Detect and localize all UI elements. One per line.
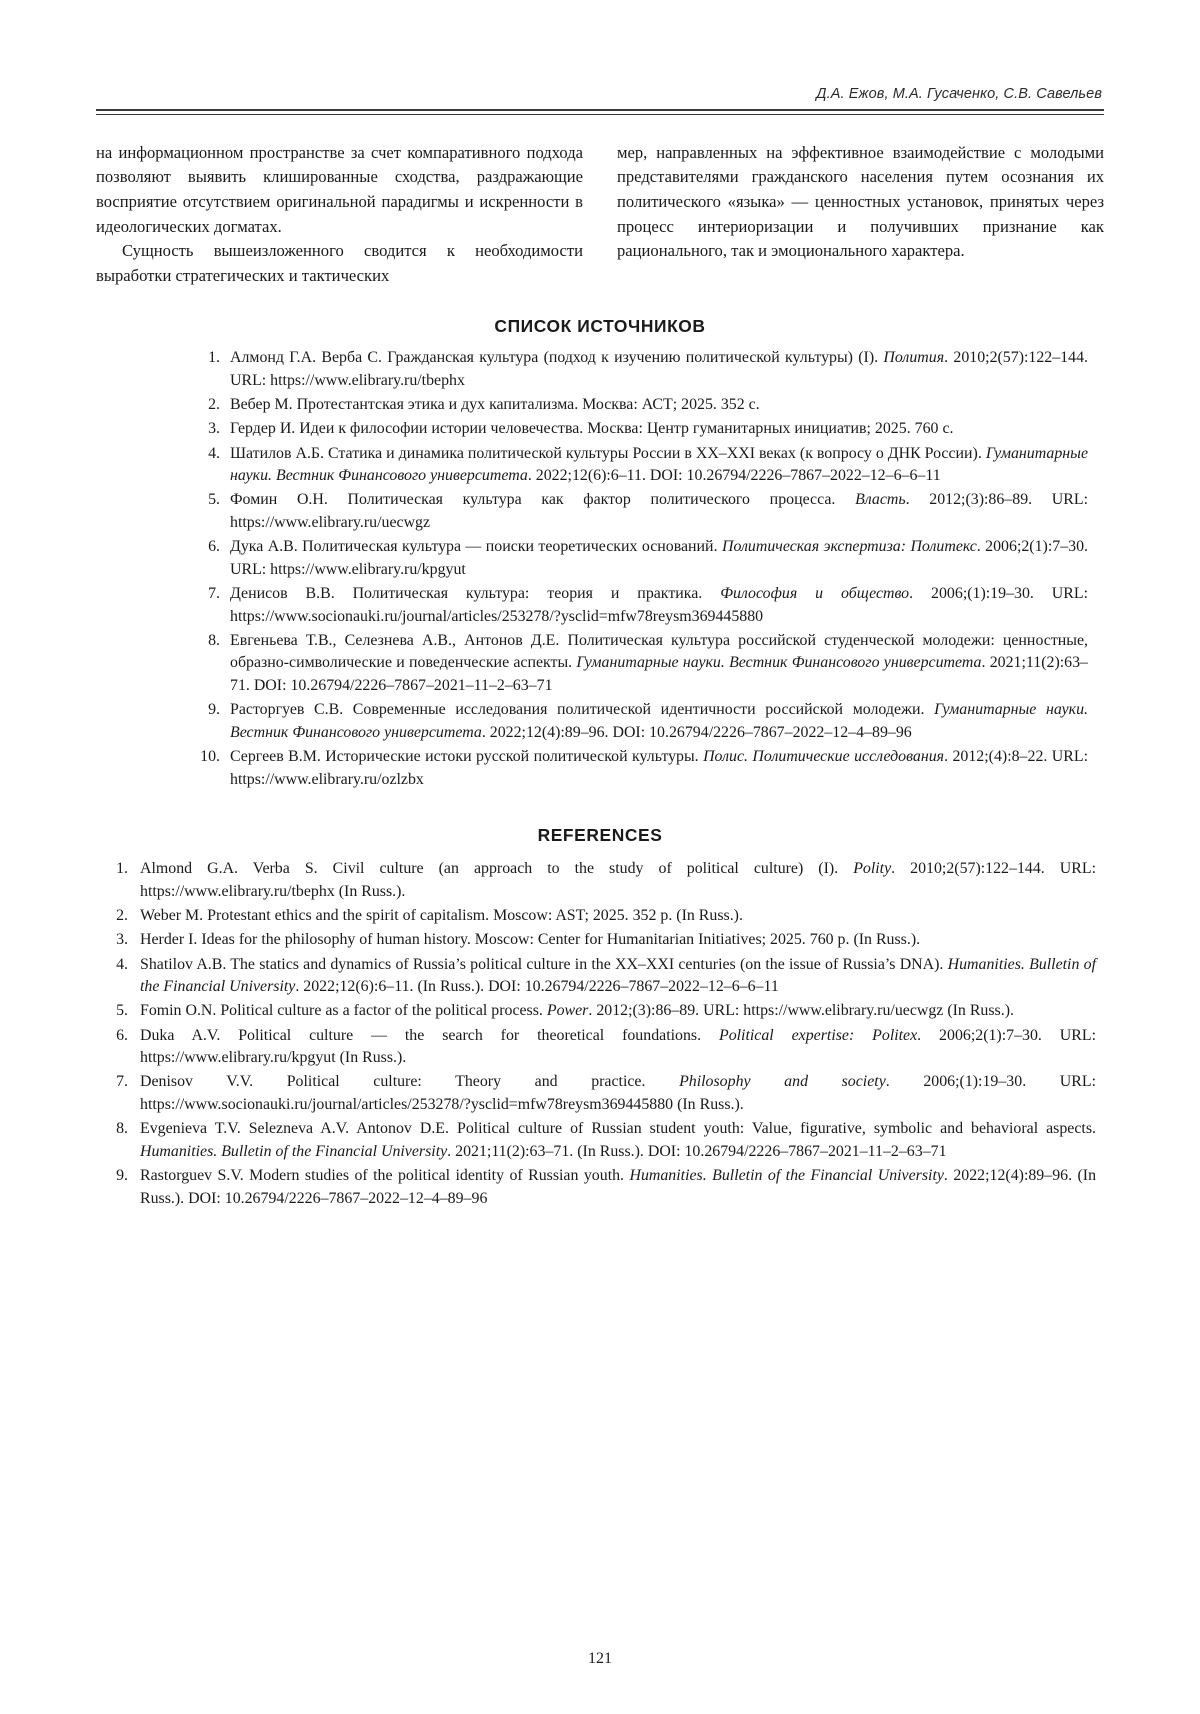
page-number: 121 xyxy=(588,1650,612,1667)
reference-item-number: 3. xyxy=(116,931,128,949)
source-item-number: 6. xyxy=(208,538,220,556)
reference-item xyxy=(96,905,1104,928)
reference-item xyxy=(96,929,1104,952)
reference-item-text: . 2012;(3):86–89. URL: https://www.elibrary.ru/uecwgz (In Russ.). xyxy=(588,1002,1014,1020)
running-head: Д.А. Ежов, М.А. Гусаченко, С.В. Савельев xyxy=(816,86,1102,102)
reference-item xyxy=(96,954,1104,999)
reference-item-text: Denisov V.V. Political culture: Theory and practice. xyxy=(140,1073,680,1091)
source-item-title-italic: Философия и общество xyxy=(720,585,910,602)
reference-item-title-italic: Humanities. Bulletin of the Financial University xyxy=(140,1142,448,1160)
reference-item-title-italic: Political expertise: Politex xyxy=(718,1026,918,1044)
source-item-text: . 2022;12(4):89–96. DOI: 10.26794/2226–7867–2022–12–4–89–96 xyxy=(481,723,912,741)
source-item-number: 3. xyxy=(208,420,220,438)
source-item xyxy=(96,630,1104,698)
source-item-number: 10. xyxy=(200,748,220,766)
reference-item-title-italic: Power xyxy=(546,1002,589,1020)
source-item-text: Гердер И. Идеи к философии истории человечества. Москва: Центр гуманитарных инициатив; 2025. 760 с. xyxy=(230,420,954,438)
source-item xyxy=(96,489,1104,534)
references-list xyxy=(96,858,1104,1210)
source-item-text: Евгеньева Т.В., Селезнева А.В., Антонов Д.Е. Политическая культура российской студенческой молодежи: ценностные, образно-символические и поведенческие аспекты. xyxy=(230,631,1088,672)
reference-item-text: . 2006;2(1):7–30. URL: https://www.elibrary.ru/kpgyut (In Russ.). xyxy=(140,1026,1096,1067)
source-item xyxy=(96,583,1104,628)
source-item-text: . 2012;(3):86–89. URL: https://www.elibrary.ru/uecwgz xyxy=(230,491,1088,532)
reference-item xyxy=(96,1165,1104,1210)
source-item-number: 2. xyxy=(208,396,220,414)
source-item-text: . 2012;(4):8–22. URL: https://www.elibrary.ru/ozlzbx xyxy=(230,748,1088,788)
source-item-title-italic: Полития xyxy=(883,349,945,367)
references-heading: REFERENCES xyxy=(537,825,663,846)
reference-item-title-italic: Polity xyxy=(853,860,892,878)
source-item-text: . 2022;12(6):6–11. DOI: 10.26794/2226–7867–2022–12–6–6–11 xyxy=(527,467,941,485)
reference-item-text: . 2010;2(57):122–144. URL: https://www.elibrary.ru/tbephx (In Russ.). xyxy=(140,860,1096,901)
source-item xyxy=(96,746,1104,791)
source-item-number: 4. xyxy=(208,444,220,462)
source-item-title-italic: Гуманитарные науки. Вестник Финансового университета xyxy=(230,444,1088,485)
source-item-text: Денисов В.В. Политическая культура: теория и практика. xyxy=(230,585,721,602)
source-item-title-italic: Политическая экспертиза: Политекс xyxy=(721,538,977,556)
reference-item-number: 6. xyxy=(116,1026,128,1044)
reference-item-text: . 2021;11(2):63–71. (In Russ.). DOI: 10.26794/2226–7867–2021–11–2–63–71 xyxy=(447,1142,947,1160)
header-rule xyxy=(96,109,1104,115)
reference-item-text: . 2006;(1):19–30. URL: https://www.socionauki.ru/journal/articles/253278/?ysclid=mfw78reysm369445880 (In Russ.). xyxy=(140,1073,1096,1113)
source-item-text: . 2010;2(57):122–144. URL: https://www.elibrary.ru/tbephx xyxy=(230,349,1088,390)
source-item-text: . 2021;11(2):63–71. DOI: 10.26794/2226–7867–2021–11–2–63–71 xyxy=(230,654,1088,695)
paragraph: Сущность вышеизложенного сводится к необходимости выработки стратегических и тактических xyxy=(96,241,583,285)
reference-item-text: . 2022;12(4):89–96. (In Russ.). DOI: 10.26794/2226–7867–2022–12–4–89–96 xyxy=(140,1166,1097,1207)
reference-item-number: 2. xyxy=(116,907,128,925)
reference-item-title-italic: Philosophy and society xyxy=(679,1073,886,1091)
body-columns xyxy=(96,141,1104,289)
source-item xyxy=(96,699,1104,744)
source-item-text: Фомин О.Н. Политическая культура как фактор политического процесса. xyxy=(230,491,856,509)
source-item-number: 1. xyxy=(208,349,220,367)
reference-item-text: Herder I. Ideas for the philosophy of human history. Moscow: Center for Humanitarian Initiatives; 2025. 760 p. (In Russ.). xyxy=(140,931,921,949)
sources-heading: СПИСОК ИСТОЧНИКОВ xyxy=(494,316,706,337)
body-column-left xyxy=(96,141,583,289)
source-item xyxy=(96,536,1104,581)
reference-item-number: 8. xyxy=(116,1120,128,1138)
reference-item-title-italic: Humanities. Bulletin of the Financial University xyxy=(140,955,1096,996)
reference-item-text: Fomin O.N. Political culture as a factor of the political process. xyxy=(140,1002,547,1020)
source-item-text: Вебер М. Протестантская этика и дух капитализма. Москва: АСТ; 2025. 352 с. xyxy=(230,396,760,414)
reference-item xyxy=(96,1118,1104,1163)
source-item-text: . 2006;(1):19–30. URL: https://www.socionauki.ru/journal/articles/253278/?ysclid=mfw78reysm369445880 xyxy=(230,585,1088,625)
source-item-title-italic: Гуманитарные науки. Вестник Финансового университета xyxy=(230,701,1088,741)
reference-item-text: Shatilov A.B. The statics and dynamics of Russia’s political culture in the XX–XXI centuries (on the issue of Russia’s DNA). xyxy=(140,955,948,973)
source-item-title-italic: Власть xyxy=(855,491,906,509)
reference-item-text: Duka A.V. Political culture — the search for theoretical foundations. xyxy=(140,1026,719,1044)
source-item-title-italic: Полис. Политические исследования xyxy=(703,748,945,766)
reference-item-text: Rastorguev S.V. Modern studies of the political identity of Russian youth. xyxy=(140,1166,630,1184)
source-item xyxy=(96,418,1104,441)
reference-item xyxy=(96,1025,1104,1070)
source-item-number: 5. xyxy=(208,491,220,509)
reference-item-text: Evgenieva T.V. Selezneva A.V. Antonov D.E. Political culture of Russian student youth: Value, figurative, symbolic and behavioral aspects. xyxy=(140,1120,1096,1138)
source-item-number: 7. xyxy=(208,585,220,602)
paragraph: мер, направленных на эффективное взаимодействие с молодыми представителями гражданского населения путем осознания их политического «языка» — ценностных установок, принятых через процесс интериоризации и получивших признание как рационального, так и эмоционального характера. xyxy=(617,142,1104,261)
paragraph: на информационном пространстве за счет компаративного подхода позволяют выявить клишированные сходства, раздражающие восприятие отсутствием оригинальной парадигмы и искренности в идеологических догматах. xyxy=(96,142,583,236)
reference-item-number: 4. xyxy=(116,955,128,973)
reference-item-text: Weber M. Protestant ethics and the spirit of capitalism. Moscow: AST; 2025. 352 p. (In Russ.). xyxy=(140,907,743,925)
sources-list xyxy=(96,347,1104,791)
reference-item xyxy=(96,858,1104,903)
source-item xyxy=(96,347,1104,392)
source-item-text: Шатилов А.Б. Статика и динамика политической культуры России в XX–XXI веках (к вопросу о ДНК России). xyxy=(230,444,986,462)
reference-item-number: 9. xyxy=(116,1166,128,1184)
reference-item-number: 7. xyxy=(116,1073,128,1091)
source-item-title-italic: Гуманитарные науки. Вестник Финансового университета xyxy=(576,654,982,672)
source-item xyxy=(96,443,1104,488)
reference-item xyxy=(96,1000,1104,1023)
source-item xyxy=(96,394,1104,417)
source-item-text: Расторгуев С.В. Современные исследования политической идентичности российской молодежи. xyxy=(230,701,935,719)
source-item-text: Алмонд Г.А. Верба С. Гражданская культура (подход к изучению политической культуры) (I). xyxy=(230,349,884,367)
source-item-number: 9. xyxy=(208,701,220,719)
reference-item-title-italic: Humanities. Bulletin of the Financial University xyxy=(629,1166,944,1184)
reference-item-text: Almond G.A. Verba S. Civil culture (an approach to the study of political culture) (I). xyxy=(140,860,854,878)
reference-item-text: . 2022;12(6):6–11. (In Russ.). DOI: 10.26794/2226–7867–2022–12–6–6–11 xyxy=(295,978,779,996)
body-column-right xyxy=(617,141,1104,289)
reference-item-number: 1. xyxy=(116,860,128,878)
source-item-text: Сергеев В.М. Исторические истоки русской политической культуры. xyxy=(230,748,704,766)
reference-item-number: 5. xyxy=(116,1002,128,1020)
source-item-text: . 2006;2(1):7–30. URL: https://www.elibrary.ru/kpgyut xyxy=(230,538,1088,578)
source-item-text: Дука А.В. Политическая культура — поиски теоретических оснований. xyxy=(230,538,722,556)
source-item-number: 8. xyxy=(208,631,220,649)
reference-item xyxy=(96,1071,1104,1116)
